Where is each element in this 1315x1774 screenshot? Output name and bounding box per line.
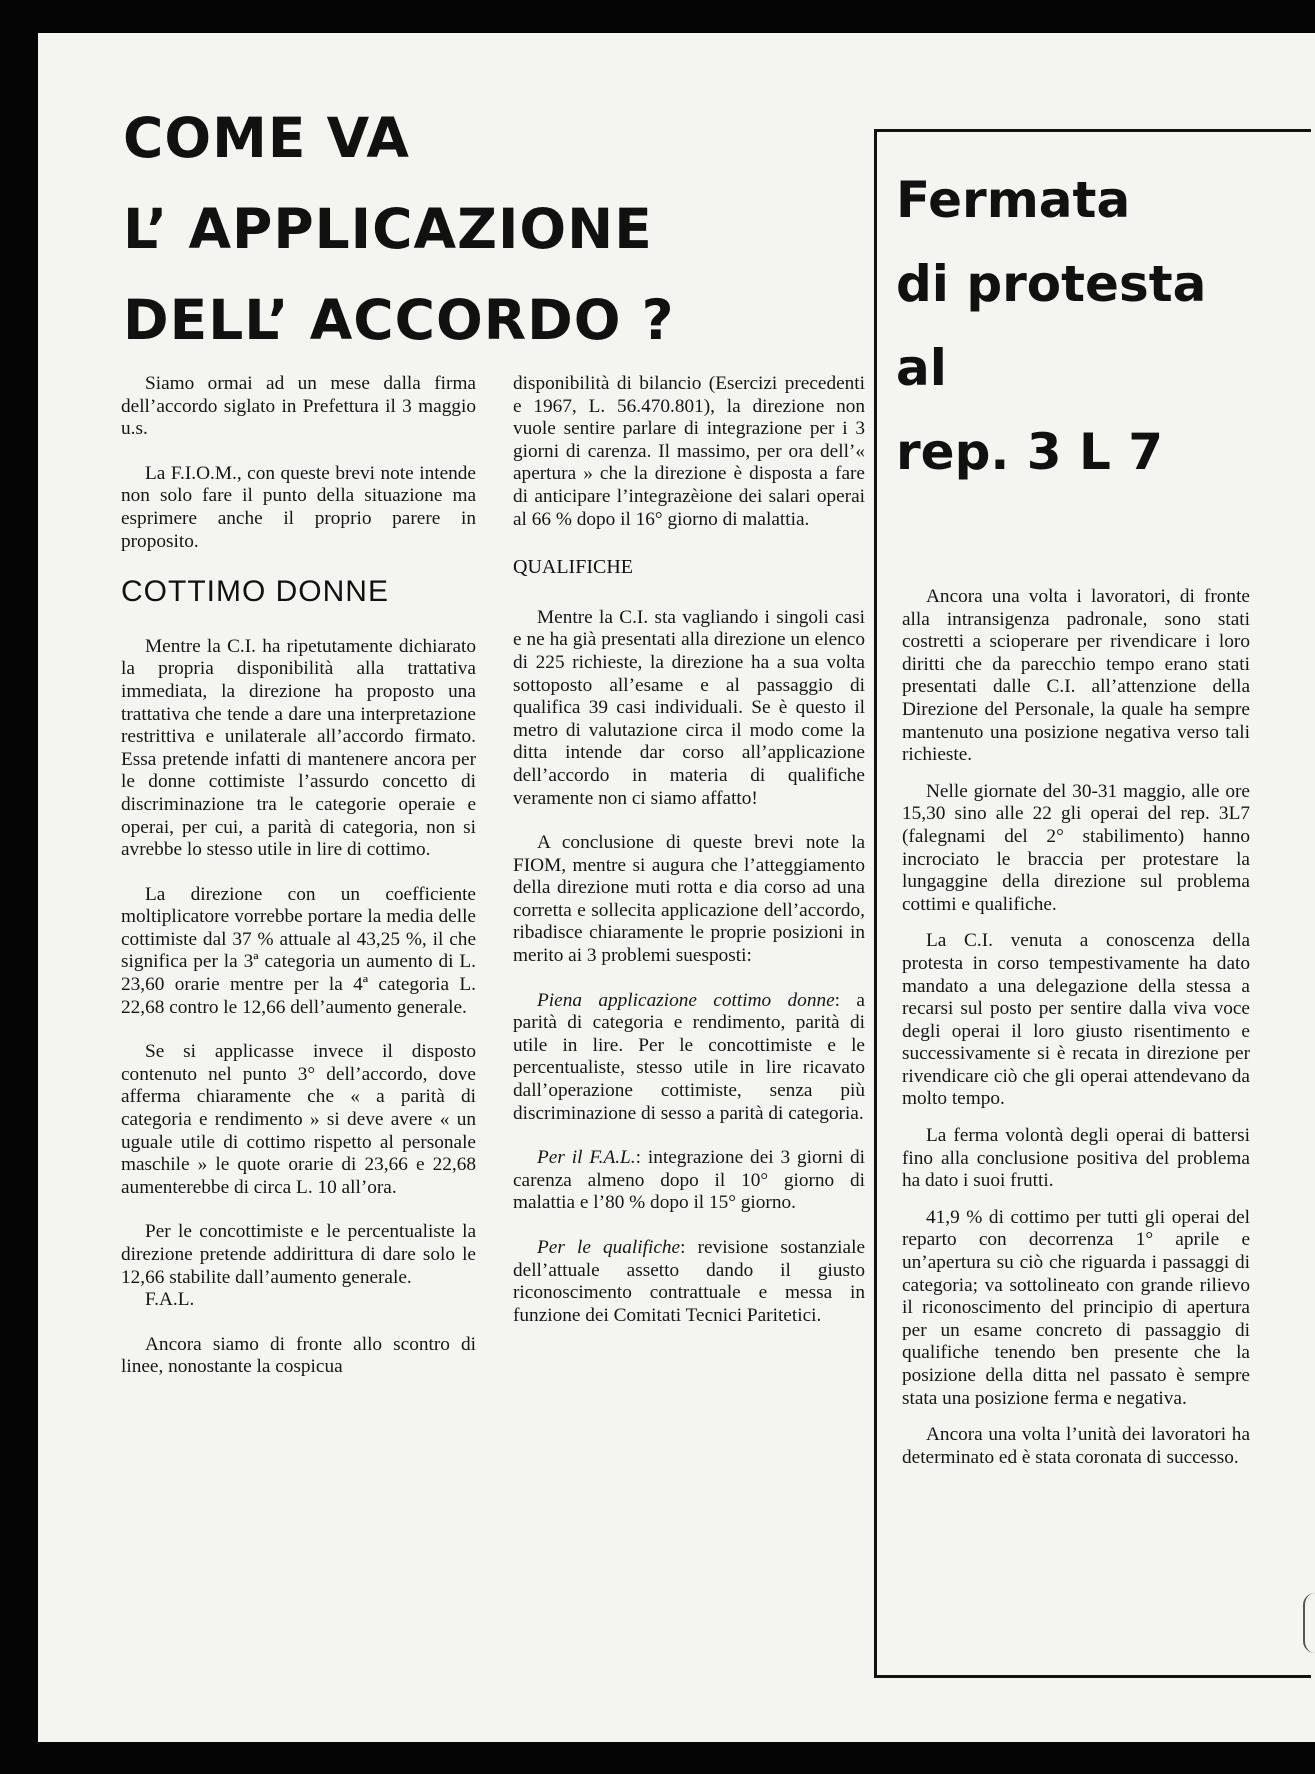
point-paragraph: [513, 990, 865, 1126]
section-heading-cottimo-donne: COTTIMO DONNE: [121, 575, 389, 609]
sidebar-box: [874, 129, 1311, 1678]
continuation-paragraph: disponibilità di bilancio (Esercizi precedenti e 1967, L. 56.470.801), la direzione non vuole sentire parlare di integrazione per i 3 giorni di carenza. Il massimo, per ora dell’« apertura » che la direzione è disposta a fare di anticipare l’integrazèione dei salari operai al 66 % dopo il 16° giorno di malattia.: [513, 373, 865, 530]
sidebar-paragraph: Ancora una volta i lavoratori, di fronte alla intransigenza padronale, sono stati costretti a scioperare per rivendicare i loro diritti che da parecchio tempo erano stati presentati dalle C.I. all’attenzione della Direzione del Personale, la quale ha sempre mantenuto una posizione negativa verso tali richieste.: [902, 586, 1250, 766]
sidebar-title: [896, 158, 1296, 494]
sidebar-title-line: al: [896, 339, 947, 397]
sidebar-paragraph: Ancora una volta l’unità dei lavoratori ha determinato ed è stata coronata di successo.: [902, 1424, 1250, 1468]
sidebar-paragraph: Nelle giornate del 30-31 maggio, alle ore 15,30 sino alle 22 gli operai del rep. 3L7 (falegnami del 2° stabilimento) hanno incrociato le braccia per protestare la lungaggine della direzione sul problema cottimi e qualifiche.: [902, 780, 1250, 915]
intro-paragraph: Siamo ormai ad un mese dalla firma dell’accordo siglato in Prefettura il 3 maggio u.s.: [121, 373, 476, 440]
middle-column: [513, 373, 865, 1349]
sidebar-paragraph: La ferma volontà degli operai di battersi fino alla conclusione positiva del problema ha dato i suoi frutti.: [902, 1125, 1250, 1192]
point-text: : revisione sostanziale dell’attuale assetto dando il giusto riconoscimento contrattuale e messa in funzione dei Comitati Tecnici Paritetici.: [513, 1237, 865, 1326]
body-paragraph: Mentre la C.I. sta vagliando i singoli casi e ne ha già presentati alla direzione un elenco di 225 richieste, la direzione ha a sua volta sottoposto all’esame e al passaggio di qualifica 39 casi individuali. Se è questo il metro di valutazione circa il modo come la ditta intende dar corso all’applicazione dell’accordo in materia di qualifiche veramente non ci siamo affatto!: [513, 606, 865, 809]
page-edge-mark: [1303, 1593, 1315, 1653]
body-paragraph: Mentre la C.I. ha ripetutamente dichiarato la propria disponibilità alla trattativa immediata, la direzione ha proposto una trattativa che tende a dare una interpretazione restrittiva e unilaterale all’accordo firmato. Essa pretende infatti di mantenere ancora per le donne cottimiste l’assurdo concetto di discriminazione tra le categorie operaie e operai, per cui, a parità di categoria, non si avrebbe lo stesso utile in lire di cottimo.: [121, 635, 476, 861]
sidebar-title-line: Fermata: [896, 171, 1131, 229]
intro-paragraph: La F.I.O.M., con queste brevi note intende non solo fare il punto della situazione ma esprimere anche il proprio parere in proposito.: [121, 462, 476, 552]
point-label: Per le qualifiche: [537, 1237, 681, 1258]
body-paragraph: Ancora siamo di fronte allo scontro di linee, nonostante la cospicua: [121, 1333, 476, 1378]
point-text: : integrazione dei 3 giorni di carenza almeno dopo il 10° giorno di malattia e l’80 % dopo il 15° giorno.: [513, 1147, 865, 1214]
headline-line: L’ APPLICAZIONE: [123, 197, 653, 261]
point-label: Per il F.A.L.: [537, 1147, 636, 1169]
headline-line: DELL’ ACCORDO ?: [123, 288, 675, 352]
point-paragraph: [513, 1237, 865, 1327]
point-paragraph: [513, 1147, 865, 1215]
sidebar-body: [902, 586, 1250, 1483]
point-label: Piena applicazione cottimo donne: [537, 989, 835, 1011]
main-headline: [123, 93, 743, 366]
body-paragraph: Se si applicasse invece il disposto contenuto nel punto 3° dell’accordo, dove afferma chiaramente che « a parità di categoria e rendimento » si deve avere « un uguale utile di cottimo rispetto al personale maschile » le quote orarie di 23,66 e 22,68 aumenterebbe di circa L. 10 all’ora.: [121, 1041, 476, 1198]
sidebar-title-line: di protesta: [896, 255, 1207, 313]
signature: F.A.L.: [145, 1289, 195, 1311]
left-column: [121, 373, 476, 1401]
section-heading-qualifiche: QUALIFICHE: [513, 556, 633, 579]
sidebar-paragraph: 41,9 % di cottimo per tutti gli operai del reparto con decorrenza 1° aprile e un’apertura su ciò che riguarda i passaggi di categoria; va sottolineato con grande rilievo il riconoscimento del principio di apertura per un esame concreto di passaggio di qualifiche tenendo ben presente che la posizione della ditta nel passato è sempre stata una posizione ferma e negativa.: [902, 1206, 1250, 1409]
document-page: [38, 33, 1315, 1742]
headline-line: COME VA: [123, 106, 410, 170]
body-paragraph: A conclusione di queste brevi note la FIOM, mentre si augura che l’atteggiamento della direzione muti rotta e dia corso ad una corretta e sollecita applicazione dell’accordo, ribadisce chiaramente le proprie posizioni in merito ai 3 problemi suesposti:: [513, 832, 865, 967]
body-paragraph: La direzione con un coefficiente moltiplicatore vorrebbe portare la media delle cottimiste dal 37 % attuale al 43,25 %, il che significa per la 3ª categoria un aumento di L. 23,60 orarie mentre per la 4ª categoria L. 22,68 contro le 12,66 dell’aumento generale.: [121, 883, 476, 1018]
body-paragraph: Per le concottimiste e le percentualiste la direzione pretende addirittura di dare solo le 12,66 stabilite dall’aumento generale.: [121, 1221, 476, 1288]
sidebar-paragraph: La C.I. venuta a conoscenza della protesta in corso tempestivamente ha dato mandato a una delegazione della stessa a recarsi sul posto per sentire dalla viva voce degli operai il loro giusto risentimento e successivamente si è recata in direzione per rivendicare ciò che gli operai attendevano da molto tempo.: [902, 930, 1250, 1110]
point-text: : a parità di categoria e rendimento, parità di utile in lire. Per le concottimiste e le percentualiste, stesso utile in lire ricavato dall’operazione cottimiste, senza più discriminazione di sesso a parità di categoria.: [513, 989, 865, 1124]
sidebar-title-line: rep. 3 L 7: [896, 423, 1164, 481]
